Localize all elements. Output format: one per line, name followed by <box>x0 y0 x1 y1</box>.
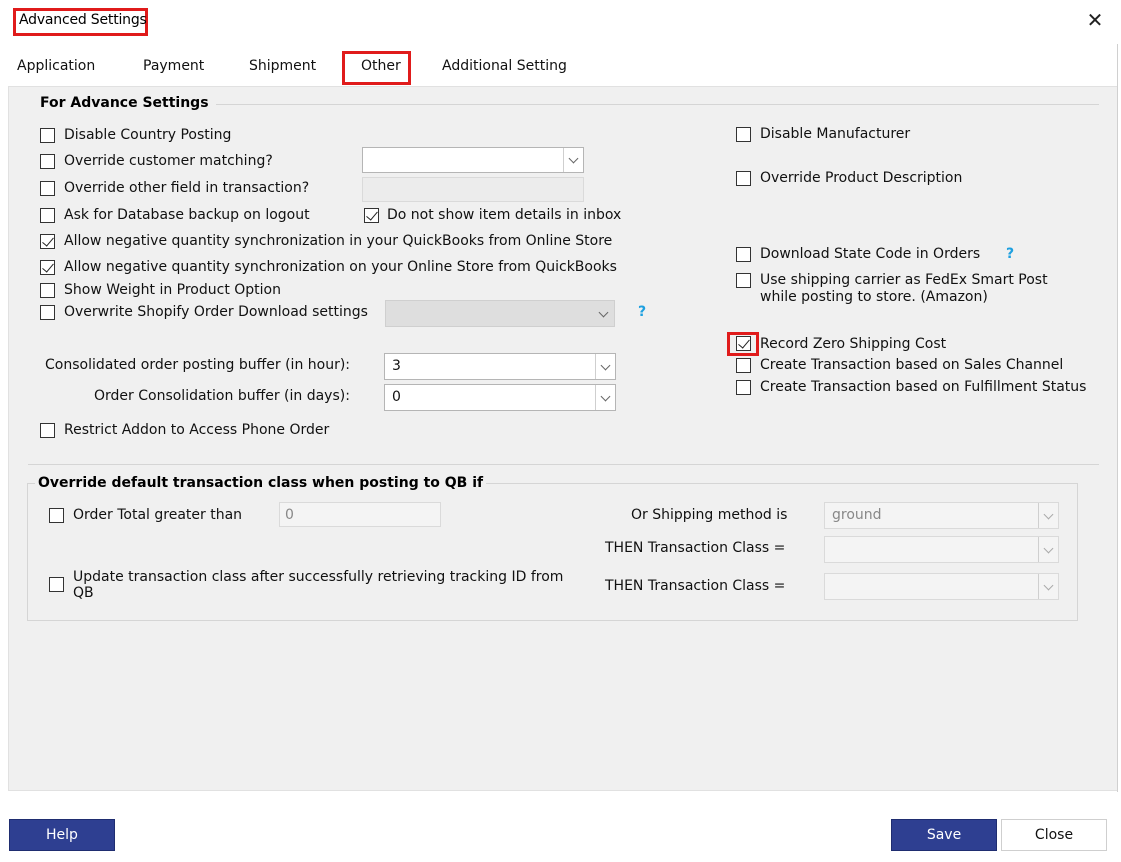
negative-qty-to-store-label: Allow negative quantity synchronization on your Online Store from QuickBooks <box>64 259 617 275</box>
update-class-label: Update transaction class after successfully retrieving tracking ID from <box>73 569 564 585</box>
do-not-show-item-details-label: Do not show item details in inbox <box>387 207 622 223</box>
do-not-show-item-details-checkbox[interactable] <box>364 208 379 223</box>
shopify-help-icon[interactable]: ? <box>638 304 647 320</box>
group-divider <box>216 104 1099 105</box>
consolidated-buffer-label: Consolidated order posting buffer (in hour): <box>45 357 351 373</box>
override-product-description-checkbox[interactable] <box>736 171 751 186</box>
order-total-input[interactable]: 0 <box>279 502 441 527</box>
chevron-down-icon <box>594 301 614 326</box>
negative-qty-to-store-checkbox[interactable] <box>40 260 55 275</box>
override-customer-matching-checkbox[interactable] <box>40 154 55 169</box>
consolidation-days-select[interactable]: 0 <box>384 384 616 411</box>
chevron-down-icon <box>1038 503 1058 528</box>
restrict-addon-checkbox[interactable] <box>40 423 55 438</box>
fedex-smart-post-label: Use shipping carrier as FedEx Smart Post <box>760 272 1048 288</box>
close-icon[interactable]: ✕ <box>1086 8 1104 32</box>
window-edge <box>1117 44 1118 792</box>
overwrite-shopify-label: Overwrite Shopify Order Download settings <box>64 304 368 320</box>
then-class-label-2: THEN Transaction Class = <box>605 578 786 594</box>
advance-settings-title: For Advance Settings <box>37 95 212 111</box>
chevron-down-icon <box>595 354 615 379</box>
disable-country-posting-label: Disable Country Posting <box>64 127 232 143</box>
window-title: Advanced Settings <box>19 12 147 28</box>
order-total-label: Order Total greater than <box>73 507 243 523</box>
disable-manufacturer-checkbox[interactable] <box>736 127 751 142</box>
overwrite-shopify-checkbox[interactable] <box>40 305 55 320</box>
section-divider <box>28 464 1099 465</box>
update-class-label-line2: QB <box>73 585 94 601</box>
restrict-addon-label: Restrict Addon to Access Phone Order <box>64 422 330 438</box>
tab-additional-setting[interactable]: Additional Setting <box>442 58 567 74</box>
shipping-method-label: Or Shipping method is <box>631 507 788 523</box>
customer-matching-select[interactable] <box>362 147 584 173</box>
fedex-smart-post-checkbox[interactable] <box>736 273 751 288</box>
shipping-method-select[interactable]: ground <box>824 502 1059 529</box>
negative-qty-to-quickbooks-checkbox[interactable] <box>40 234 55 249</box>
database-backup-label: Ask for Database backup on logout <box>64 207 310 223</box>
then-class-label-1: THEN Transaction Class = <box>605 540 786 556</box>
override-product-description-label: Override Product Description <box>760 170 963 186</box>
consolidated-buffer-select[interactable]: 3 <box>384 353 616 380</box>
then-class-select-1[interactable] <box>824 536 1059 563</box>
database-backup-checkbox[interactable] <box>40 208 55 223</box>
tab-payment[interactable]: Payment <box>143 58 205 74</box>
then-class-select-2[interactable] <box>824 573 1059 600</box>
override-other-field-checkbox[interactable] <box>40 181 55 196</box>
tab-other[interactable]: Other <box>361 58 401 74</box>
disable-manufacturer-label: Disable Manufacturer <box>760 126 911 142</box>
tab-shipment[interactable]: Shipment <box>249 58 317 74</box>
override-class-title: Override default transaction class when posting to QB if <box>35 475 486 491</box>
tab-application[interactable]: Application <box>17 58 96 74</box>
chevron-down-icon <box>563 148 583 172</box>
update-class-checkbox[interactable] <box>49 577 64 592</box>
show-weight-checkbox[interactable] <box>40 283 55 298</box>
record-zero-shipping-checkbox[interactable] <box>736 336 751 351</box>
record-zero-shipping-label: Record Zero Shipping Cost <box>760 336 947 352</box>
override-other-field-label: Override other field in transaction? <box>64 180 310 196</box>
override-customer-matching-label: Override customer matching? <box>64 153 273 169</box>
shopify-download-select[interactable] <box>385 300 615 327</box>
sales-channel-label: Create Transaction based on Sales Channel <box>760 357 1064 373</box>
close-button[interactable]: Close <box>1001 819 1107 851</box>
download-state-code-label: Download State Code in Orders <box>760 246 981 262</box>
save-button[interactable]: Save <box>891 819 997 851</box>
active-tab-highlight-box <box>342 51 411 85</box>
show-weight-label: Show Weight in Product Option <box>64 282 281 298</box>
chevron-down-icon <box>1038 537 1058 562</box>
dialog-footer <box>0 792 1121 862</box>
chevron-down-icon <box>595 385 615 410</box>
other-field-input[interactable] <box>362 177 584 202</box>
consolidation-days-label: Order Consolidation buffer (in days): <box>94 388 350 404</box>
disable-country-posting-checkbox[interactable] <box>40 128 55 143</box>
title-bar <box>0 0 1121 44</box>
fedex-smart-post-label-line2: while posting to store. (Amazon) <box>760 289 988 305</box>
tab-bar <box>0 44 1121 88</box>
fulfillment-status-label: Create Transaction based on Fulfillment Status <box>760 379 1087 395</box>
order-total-checkbox[interactable] <box>49 508 64 523</box>
help-button[interactable]: Help <box>9 819 115 851</box>
sales-channel-checkbox[interactable] <box>736 358 751 373</box>
state-code-help-icon[interactable]: ? <box>1006 246 1015 262</box>
chevron-down-icon <box>1038 574 1058 599</box>
download-state-code-checkbox[interactable] <box>736 247 751 262</box>
negative-qty-to-quickbooks-label: Allow negative quantity synchronization in your QuickBooks from Online Store <box>64 233 613 249</box>
fulfillment-status-checkbox[interactable] <box>736 380 751 395</box>
